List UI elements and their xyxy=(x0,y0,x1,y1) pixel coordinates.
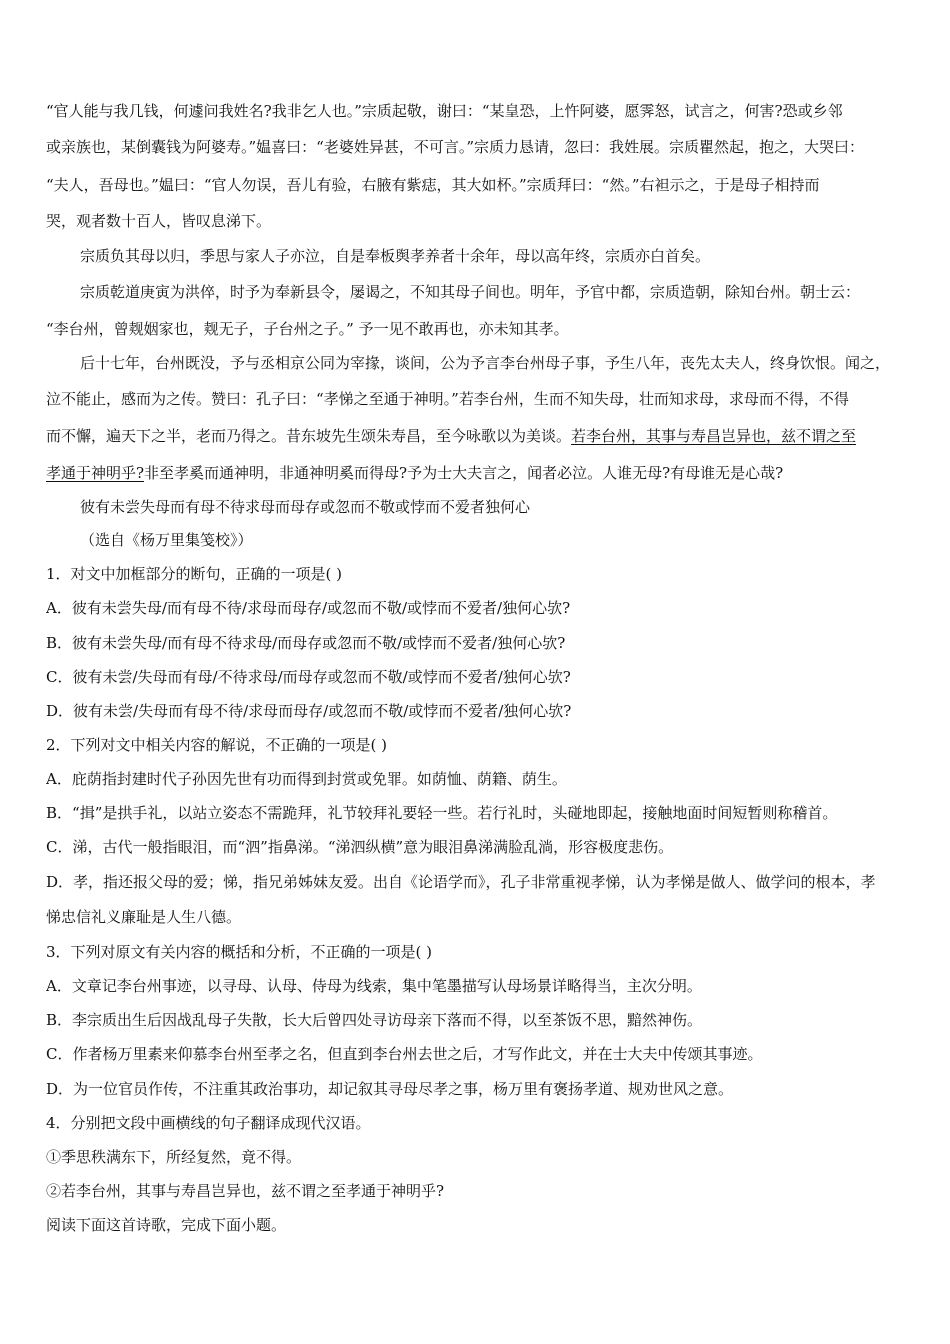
question-option: 悌忠信礼义廉耻是人生八德。 xyxy=(46,908,242,926)
question-option: A．彼有未尝失母/而有母不待/求母而母存/或忽而不敬/或悖而不爱者/独何心欤? xyxy=(46,599,571,617)
passage-line: “李台州，曾觌姻家也，觌无子，子台州之子。” 予一见不敢再也，亦未知其孝。 xyxy=(46,320,569,338)
question-option: C．涕，古代一般指眼泪，而“泗”指鼻涕。“涕泗纵横”意为眼泪鼻涕满脸乱淌，形容极度悲伤。 xyxy=(46,838,674,856)
question-option: C．作者杨万里素来仰慕李台州至孝之名，但直到李台州去世之后，才写作此文，并在士大夫中传颂其事迹。 xyxy=(46,1045,763,1063)
question-option: A．庇荫指封建时代子孙因先世有功而得到封赏或免罪。如荫恤、荫籍、荫生。 xyxy=(46,770,567,788)
question-stem: 3．下列对原文有关内容的概括和分析，不正确的一项是( ) xyxy=(46,943,433,961)
question-stem: 4．分别把文段中画横线的句子翻译成现代汉语。 xyxy=(46,1114,371,1132)
source-citation: （选自《杨万里集笺校》） xyxy=(80,531,253,549)
question-option: ①季思秩满东下，所经复然，竟不得。 xyxy=(46,1148,302,1166)
passage-line xyxy=(46,426,906,446)
passage-text: 非至孝奚而通神明，非通神明奚而得母?予为士大夫言之，闻者必泣。人谁无母?有母谁无是心哉? xyxy=(144,464,784,482)
question-option: ②若李台州，其事与寿昌岂异也，兹不谓之至孝通于神明乎? xyxy=(46,1182,445,1200)
passage-line: 哭，观者数十百人，皆叹息涕下。 xyxy=(46,212,272,230)
question-option: D．为一位官员作传，不注重其政治事功，却记叙其寻母尽孝之事，杨万里有褒扬孝道、规劝世风之意。 xyxy=(46,1080,734,1098)
question-option: C．彼有未尝/失母而有母/不待求母/而母存或忽而不敬/或悖而不爱者/独何心欤? xyxy=(46,668,571,686)
next-section-instruction: 阅读下面这首诗歌，完成下面小题。 xyxy=(46,1216,287,1234)
underlined-sentence: 孝通于神明乎? xyxy=(46,464,145,482)
passage-line: 宗质负其母以归，季思与家人子亦泣，自是奉板舆孝养者十余年，母以高年终，宗质亦白首矣。 xyxy=(80,247,711,265)
question-option: A．文章记李台州事迹，以寻母、认母、侍母为线索，集中笔墨描写认母场景详略得当，主次分明。 xyxy=(46,977,702,995)
passage-line xyxy=(46,463,906,483)
passage-text: 而不懈，遍天下之半，老而乃得之。昔东坡先生颂朱寿昌，至今咏歌以为美谈。 xyxy=(46,427,572,445)
question-stem: 2．下列对文中相关内容的解说，不正确的一项是( ) xyxy=(46,736,388,754)
question-option: D．孝，指还报父母的爱；悌，指兄弟姊妹友爱。出自《论语学而》，孔子非常重视孝悌，认为孝悌是做人、做学问的根本，孝 xyxy=(46,873,876,891)
question-option: B．彼有未尝失母/而有母不待求母/而母存或忽而不敬/或悖而不爱者/独何心欤? xyxy=(46,634,566,652)
question-option: D．彼有未尝/失母而有母不待/求母而母存/或忽而不敬/或悖而不爱者/独何心欤? xyxy=(46,702,572,720)
passage-line: “夫人，吾母也。”媪曰：“官人勿误，吾儿有验，右腋有紫痣，其大如杯。”宗质拜曰：“然。”右袒示之，于是母子相持而 xyxy=(46,176,820,194)
passage-line: 宗质乾道庚寅为洪倅，时予为奉新县令，屡谒之，不知其母子间也。明年，予官中都，宗质造朝，除知台州。朝士云： xyxy=(80,283,861,301)
question-stem: 1．对文中加框部分的断句，正确的一项是( ) xyxy=(46,565,343,583)
question-option: B．李宗质出生后因战乱母子失散，长大后曾四处寻访母亲下落而不得，以至茶饭不思，黯然神伤。 xyxy=(46,1011,703,1029)
passage-line: 后十七年，台州既没，予与丞相京公同为宰掾，谈间，公为予言李台州母子事，予生八年，丧先太夫人，终身饮恨。闻之， xyxy=(80,354,891,372)
question-option: B．“揖”是拱手礼，以站立姿态不需跪拜，礼节较拜礼要轻一些。若行礼时，头碰地即起，接触地面时间短暂则称稽首。 xyxy=(46,804,838,822)
underlined-sentence: 若李台州，其事与寿昌岂异也，兹不谓之至 xyxy=(571,427,857,445)
boxed-passage: 彼有未尝失母而有母不待求母而母存或忽而不敬或悖而不爱者独何心 xyxy=(80,498,531,516)
passage-line: “官人能与我几钱，何遽问我姓名?我非乞人也。”宗质起敬，谢曰：“某皇恐，上忤阿婆，愿霁怒，试言之，何害?恐或乡邻 xyxy=(46,102,843,120)
passage-line: 或亲族也，某倒囊钱为阿婆寿。”媪喜曰：“老婆姓异甚，不可言。”宗质力恳请，忽曰：我姓展。宗质瞿然起，抱之，大哭曰： xyxy=(46,138,865,156)
passage-line: 泣不能止，感而为之传。赞曰：孔子曰：“孝悌之至通于神明。”若李台州，生而不知失母，壮而知求母，求母而不得，不得 xyxy=(46,390,849,408)
